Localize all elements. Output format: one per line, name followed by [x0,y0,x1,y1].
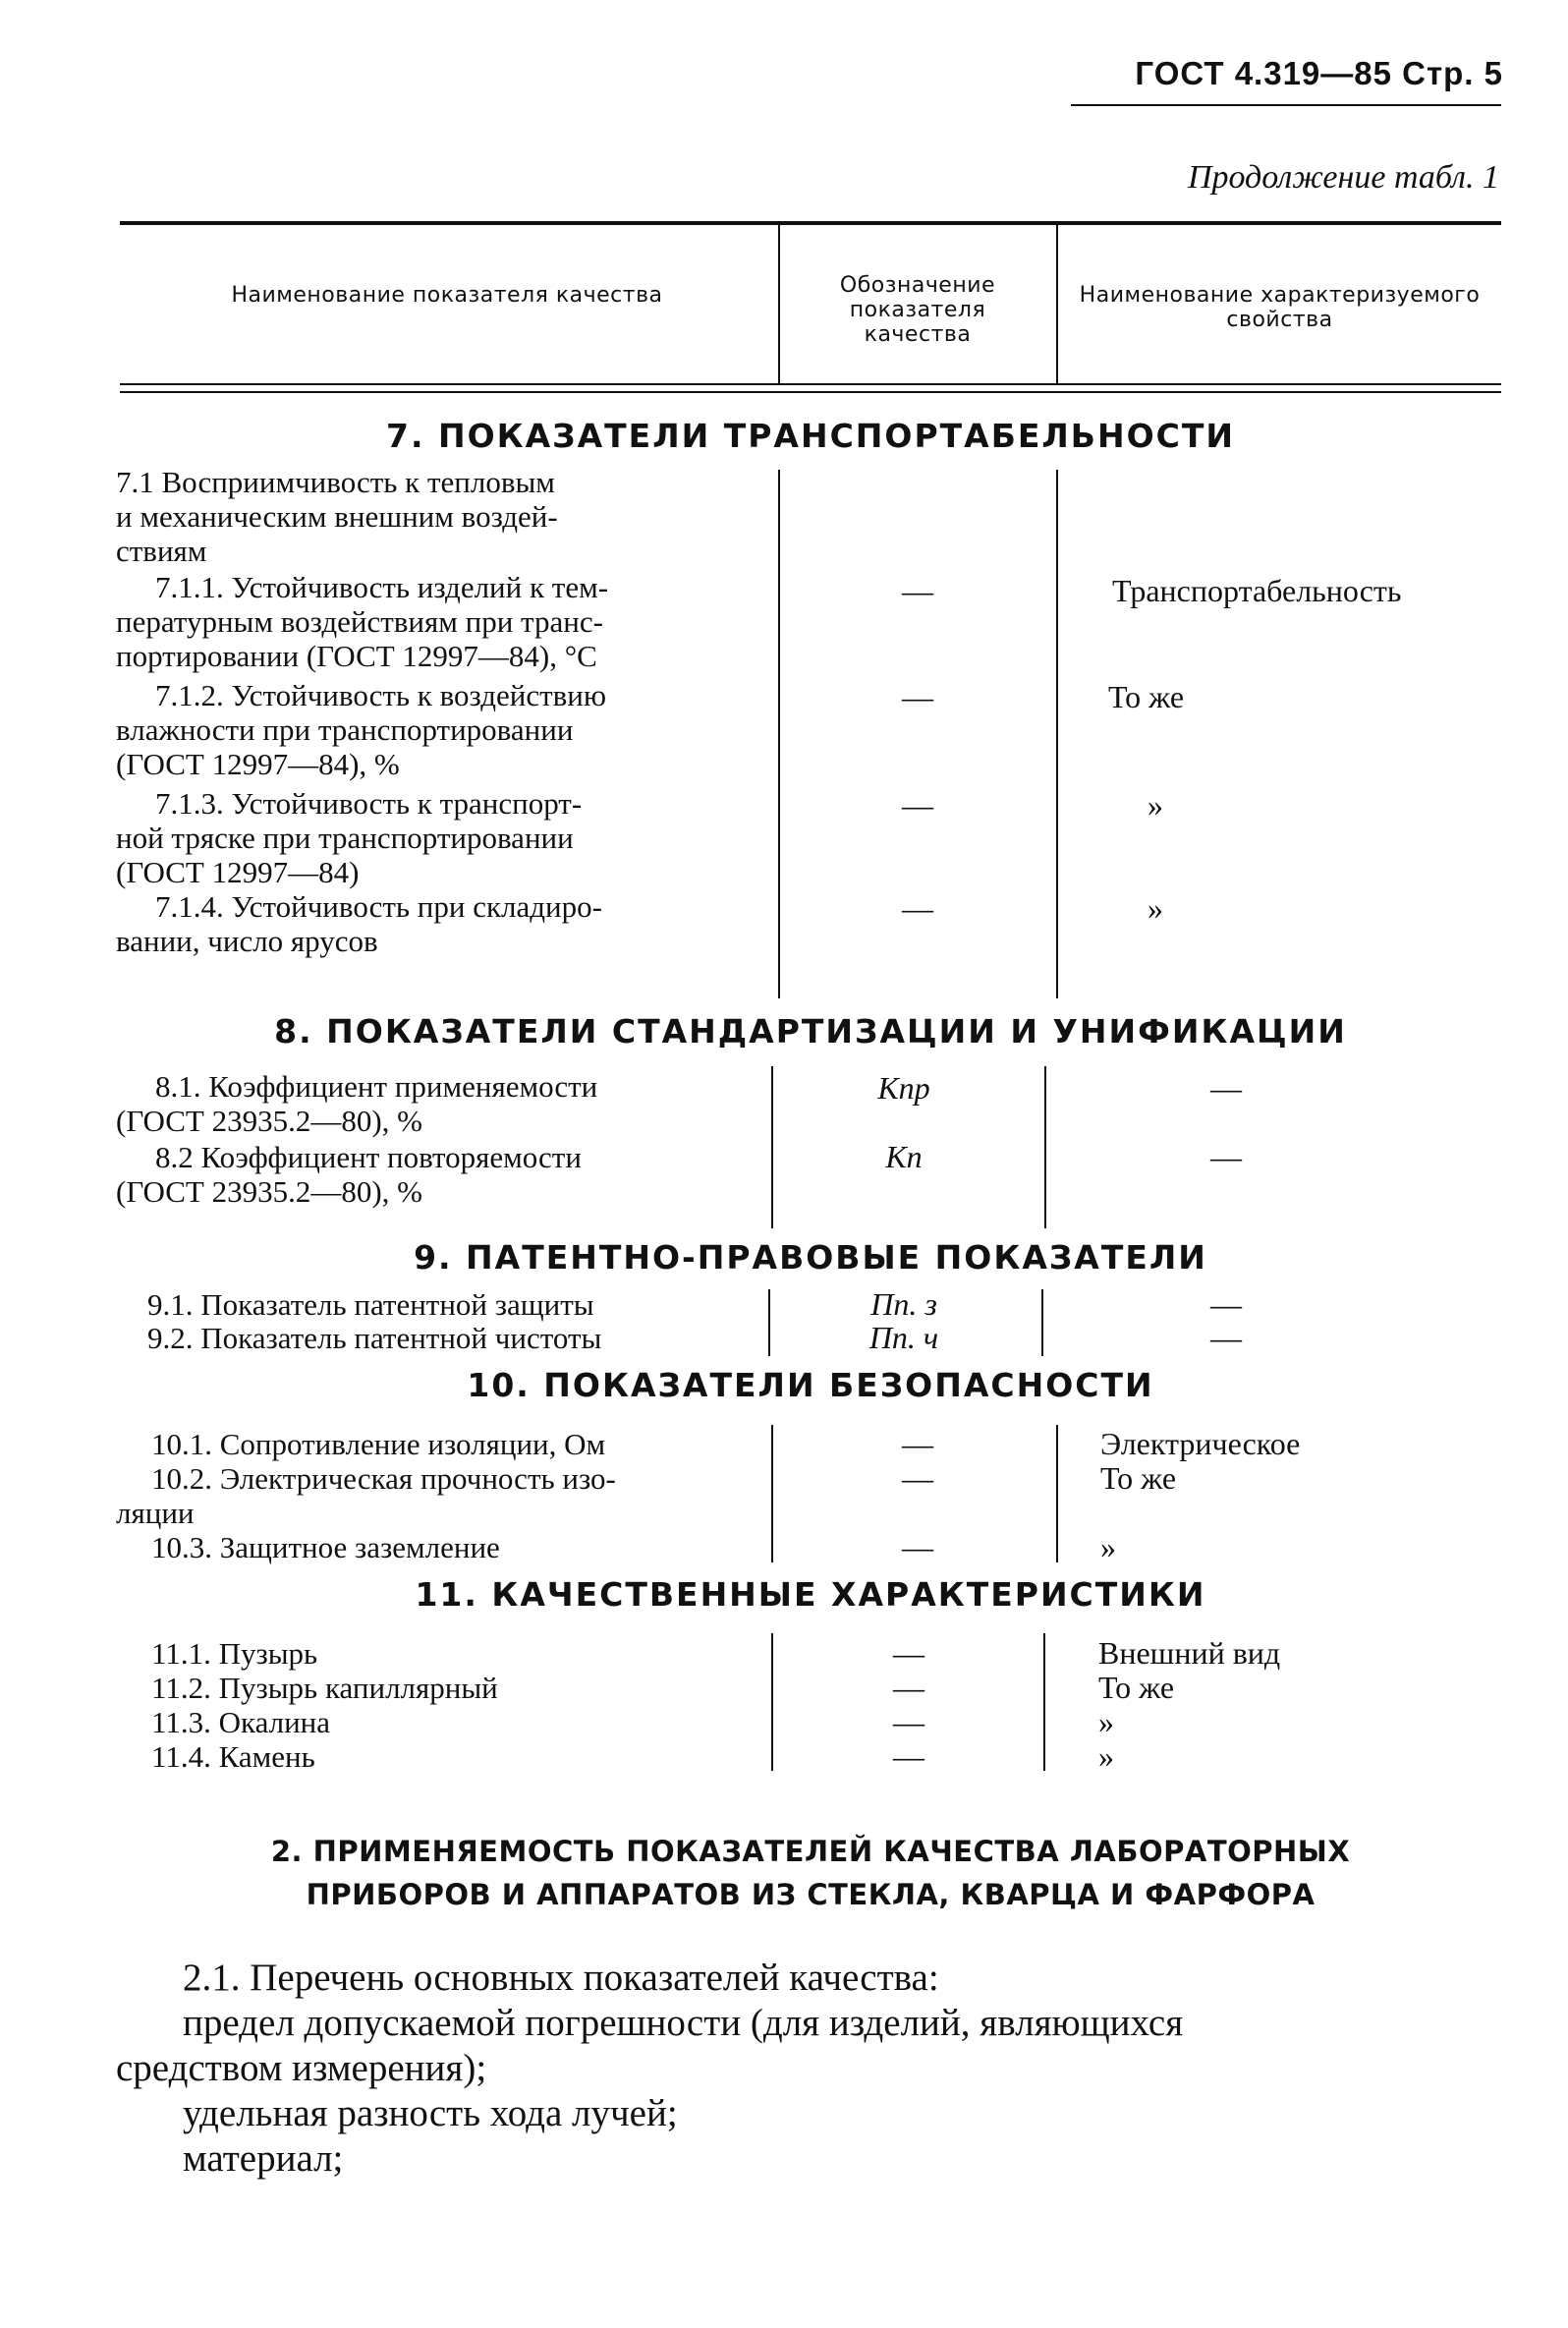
row-property-7-1-1: Транспортабельность [1112,573,1402,608]
row-property-11-1: Внешний вид [1098,1635,1281,1671]
row-name-line: (ГОСТ 23935.2—80), % [116,1174,422,1209]
row-name-line: и механическим внешним воздей- [116,499,558,534]
row-name-7-1-4 [116,889,762,958]
column-divider [1041,1289,1043,1356]
row-name-line: (ГОСТ 12997—84) [116,855,360,889]
section-title-8: 8. ПОКАЗАТЕЛИ СТАНДАРТИЗАЦИИ И УНИФИКАЦИИ [274,1012,1347,1050]
row-symbol-10-3: — [902,1529,933,1564]
row-name-line: 11.3. Окалина [151,1705,331,1739]
row-name-9-2 [116,1321,745,1355]
row-symbol-7-1-2: — [902,679,933,714]
row-name-line: пературным воздействиям при транс- [116,604,603,639]
row-name-line: 10.1. Сопротивление изоляции, Ом [151,1427,606,1461]
row-name-line: 7.1.2. Устойчивость к воздействию [155,678,607,712]
symbol-text: Пп. ч [868,1320,939,1355]
row-name-line: 11.2. Пузырь капиллярный [151,1671,498,1705]
row-name-7-1-2 [116,678,762,781]
row-property-11-3: » [1098,1704,1114,1739]
row-name-line: (ГОСТ 23935.2—80), % [116,1104,422,1138]
row-name-line: 9.2. Показатель патентной чистоты [147,1321,602,1355]
row-name-line: портировании (ГОСТ 12997—84), °С [116,639,597,673]
section-title-10: 10. ПОКАЗАТЕЛИ БЕЗОПАСНОСТИ [467,1366,1154,1404]
row-symbol-7-1-3: — [902,787,933,823]
table-continuation-label: Продолжение табл. 1 [1187,159,1499,196]
symbol-text: Кпр [877,1070,930,1106]
row-symbol-11-2: — [893,1670,924,1705]
row-name-line: вании, число ярусов [116,924,378,958]
row-name-line: ляции [116,1496,195,1530]
row-name-line: 9.1. Показатель патентной защиты [147,1287,594,1322]
part2-body [116,1956,1501,2182]
column-divider [1044,1066,1046,1228]
table-header-divider [1056,225,1058,383]
section-title-11: 11. КАЧЕСТВЕННЫЕ ХАРАКТЕРИСТИКИ [415,1575,1206,1614]
row-name-11-3 [116,1705,750,1739]
row-property-10-1: Электрическое [1100,1426,1301,1461]
section-title-9: 9. ПАТЕНТНО-ПРАВОВЫЕ ПОКАЗАТЕЛИ [414,1238,1207,1277]
row-name-line: 8.1. Коэффициент применяемости [155,1069,598,1104]
row-name-line: 8.2 Коэффициент повторяемости [155,1140,582,1174]
paragraph: материал; [183,2137,344,2180]
paragraph: 2.1. Перечень основных показателей качества: [183,1957,939,1999]
document-code: ГОСТ 4.319—85 Стр. 5 [1135,55,1503,91]
table-header-bottom-rule [120,383,1501,385]
row-property-7-1-3: » [1148,787,1163,823]
column-divider [1056,470,1058,998]
row-property-8-1: — [1210,1070,1242,1106]
row-name-line: 11.4. Камень [151,1739,315,1774]
row-symbol-10-1: — [902,1426,933,1461]
row-property-10-2: То же [1100,1460,1177,1496]
row-name-line: 10.3. Защитное заземление [151,1530,500,1564]
row-name-10-3 [116,1530,750,1564]
column-header-symbol: Обозначение показателя качества [839,273,996,347]
row-symbol-9-1 [786,1287,1022,1322]
column-divider [1043,1633,1045,1771]
row-name-8-2 [116,1140,750,1209]
row-name-11-1 [116,1636,750,1671]
column-divider [771,1066,773,1228]
symbol-text: Пп. з [870,1286,937,1322]
row-name-line: влажности при транспортировании [116,712,574,747]
row-name-line: 7.1.3. Устойчивость к транспорт- [155,786,583,821]
column-divider [771,1425,773,1562]
paragraph: удельная разность хода лучей; [183,2092,678,2134]
row-name-line: ной тряске при транспортировании [116,821,574,855]
row-symbol-11-1: — [893,1635,924,1671]
row-name-line: (ГОСТ 12997—84), % [116,747,400,781]
column-divider [1056,1425,1058,1562]
row-property-9-1: — [1210,1286,1242,1322]
column-divider [771,1633,773,1771]
part2-title [120,1830,1501,1916]
row-symbol-7-1-4: — [902,890,933,926]
section-title-7: 7. ПОКАЗАТЕЛИ ТРАНСПОРТАБЕЛЬНОСТИ [386,417,1235,455]
column-divider [778,470,780,998]
table-header-bottom-rule [120,391,1501,393]
column-header-property: Наименование характеризуемого свойства [1079,283,1481,332]
row-property-10-3: » [1100,1529,1116,1564]
row-name-7-1-1 [116,570,762,673]
row-name-7-1 [116,465,762,568]
row-symbol-8-1 [786,1071,1022,1106]
row-name-line: 11.1. Пузырь [151,1636,318,1671]
row-symbol-9-2 [786,1321,1022,1355]
row-name-11-4 [116,1739,750,1774]
table-header-divider [778,225,780,383]
row-name-11-2 [116,1671,750,1705]
row-name-line: 7.1 Восприимчивость к тепловым [116,465,555,499]
row-name-9-1 [116,1287,745,1322]
table-top-rule [120,221,1501,225]
row-symbol-11-3: — [893,1704,924,1739]
row-name-8-1 [116,1069,750,1138]
paragraph: предел допускаемой погрешности (для изделий, являющихся [183,2002,1184,2044]
row-property-8-2: — [1210,1139,1242,1174]
row-property-9-2: — [1210,1320,1242,1355]
row-property-7-1-4: » [1148,890,1163,926]
row-name-10-1 [116,1427,750,1461]
row-name-line: 10.2. Электрическая прочность изо- [151,1461,616,1496]
row-symbol-8-2 [786,1140,1022,1174]
row-name-line: 7.1.1. Устойчивость изделий к тем- [155,570,609,604]
row-name-10-2 [116,1461,750,1530]
symbol-text: Кп [885,1139,923,1174]
row-name-line: 7.1.4. Устойчивость при складиро- [155,889,602,924]
row-name-7-1-3 [116,786,762,889]
row-symbol-11-4: — [893,1738,924,1774]
header-rule [1071,104,1501,106]
row-symbol-7-1-1: — [902,573,933,608]
row-name-line: ствиям [116,534,207,568]
column-divider [768,1289,770,1356]
row-symbol-10-2: — [902,1460,933,1496]
part2-title-line: ПРИБОРОВ И АППАРАТОВ ИЗ СТЕКЛА, КВАРЦА И ФАРФОРА [306,1878,1316,1911]
row-property-11-4: » [1098,1738,1114,1774]
row-property-7-1-2: То же [1108,679,1185,714]
paragraph: средством измерения); [116,2047,487,2089]
part2-title-line: 2. ПРИМЕНЯЕМОСТЬ ПОКАЗАТЕЛЕЙ КАЧЕСТВА ЛАБОРАТОРНЫХ [270,1835,1351,1868]
row-property-11-2: То же [1098,1670,1175,1705]
column-header-name: Наименование показателя качества [231,283,663,308]
